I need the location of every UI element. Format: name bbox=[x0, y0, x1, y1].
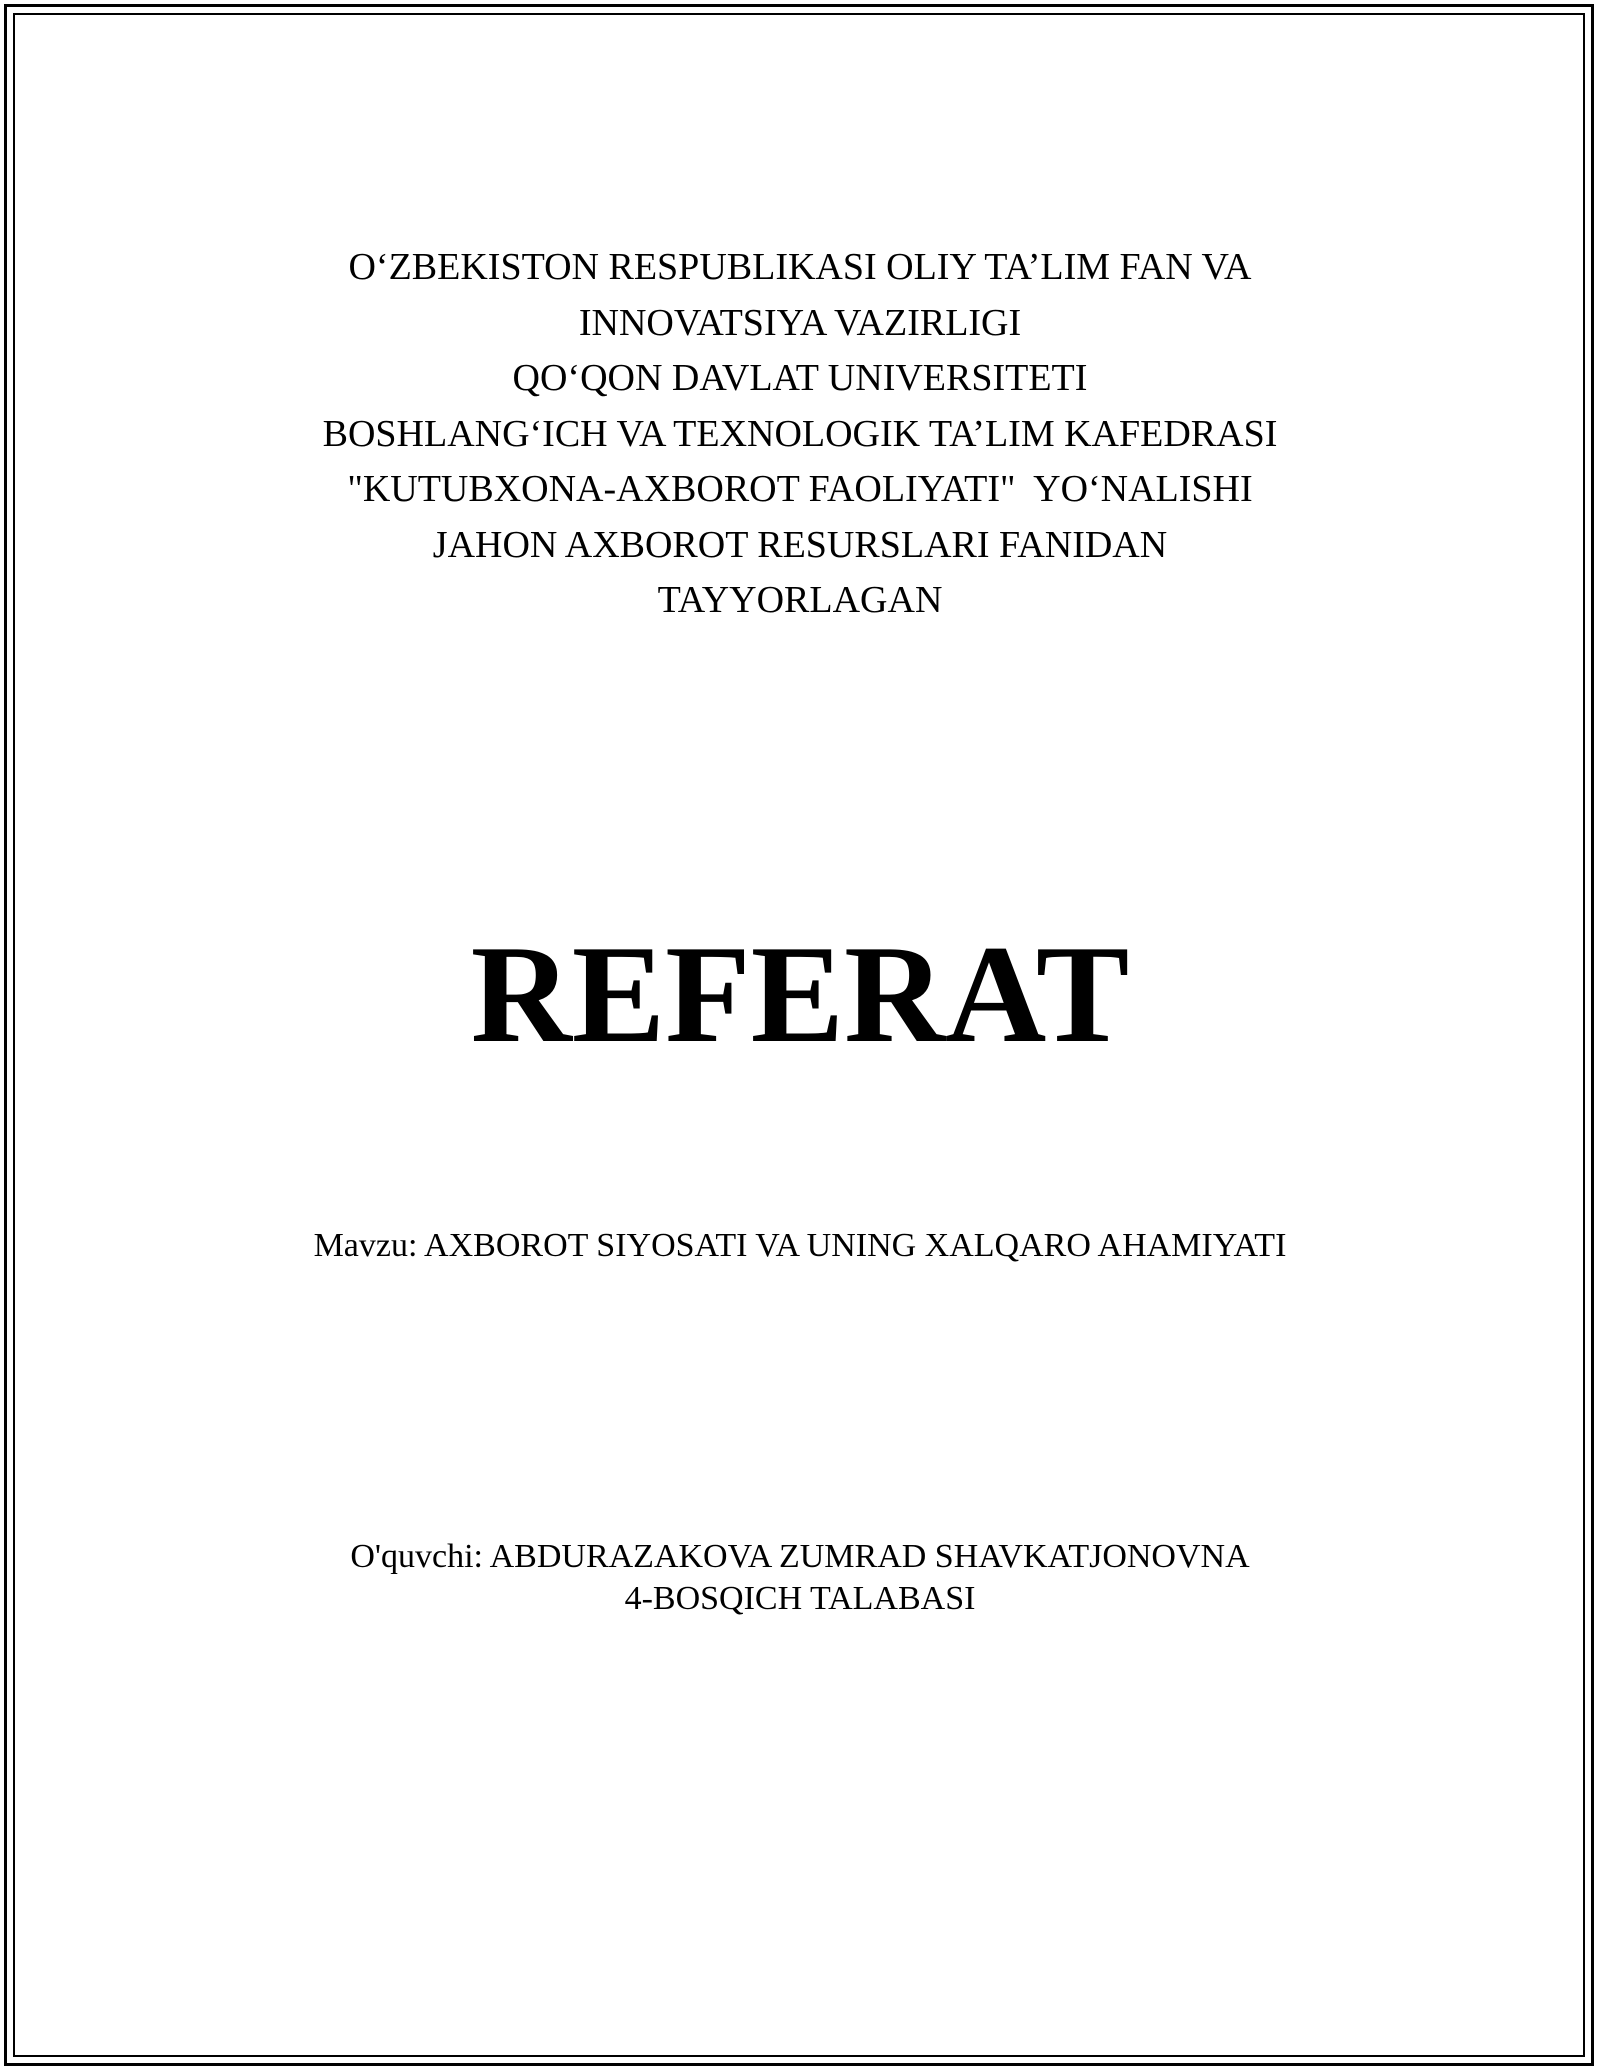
institution-header bbox=[0, 240, 1600, 629]
header-line-ministry-cont: INNOVATSIYA VAZIRLIGI bbox=[578, 301, 1022, 344]
header-line-university: QO‘QON DAVLAT UNIVERSITETI bbox=[512, 357, 1088, 399]
topic-line: Mavzu: AXBOROT SIYOSATI VA UNING XALQARO AHAMIYATI bbox=[313, 1227, 1287, 1264]
student-info bbox=[0, 1536, 1600, 1620]
header-line-department: BOSHLANG‘ICH VA TEXNOLOGIK TA’LIM KAFEDRASI bbox=[322, 412, 1278, 455]
student-status: 4-BOSQICH TALABASI bbox=[624, 1580, 976, 1617]
student-name: O'quvchi: ABDURAZAKOVA ZUMRAD SHAVKATJONOVNA bbox=[350, 1538, 1250, 1575]
header-line-ministry: O‘ZBEKISTON RESPUBLIKASI OLIY TA’LIM FAN VA bbox=[348, 246, 1252, 288]
header-line-prepared: TAYYORLAGAN bbox=[657, 579, 943, 621]
header-line-major: "KUTUBXONA-AXBOROT FAOLIYATI" YO‘NALISHI bbox=[347, 468, 1253, 510]
document-title: REFERAT bbox=[470, 917, 1130, 1072]
header-line-subject: JAHON AXBOROT RESURSLARI FANIDAN bbox=[432, 523, 1168, 566]
